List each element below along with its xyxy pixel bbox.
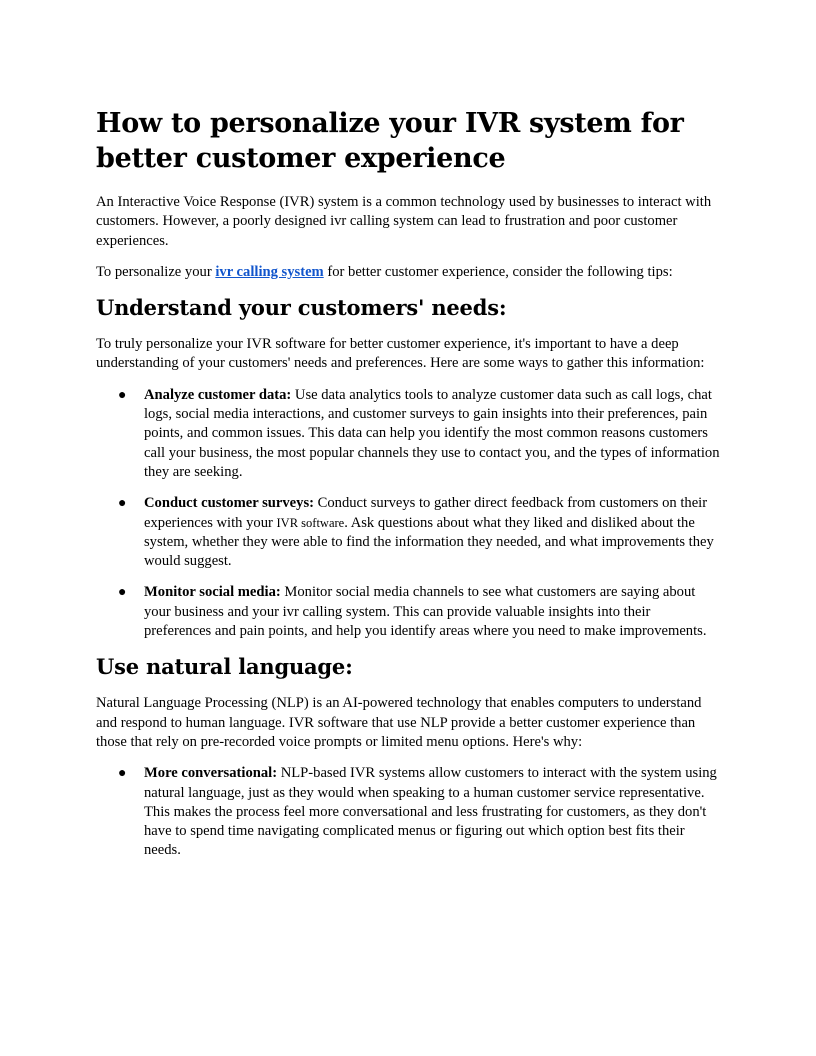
list-item-label: Conduct customer surveys: — [144, 495, 314, 512]
section-heading-natural-language: Use natural language: — [96, 654, 353, 680]
list-item-text: Use data analytics tools to analyze customer data such as call logs, chat logs, social media interactions, and customer surveys to gain insights into their preferences, pain points, and common issues. This data can help you identify the most common reasons customers call your business, the most popular channels they use to contact you, and the types of information they are seeking. — [144, 386, 720, 480]
list-item-text: Monitor social media channels to see what customers are saying about your business and your ivr calling system. This can provide valuable insights into their preferences and pain points, and help you identify areas where you need to make improvements. — [144, 584, 707, 640]
list-item — [96, 764, 720, 860]
list-item-label: More conversational: — [144, 765, 278, 782]
list-item — [96, 583, 720, 641]
list-item-text: . Ask questions about what they liked and disliked about the system, whether they were able to find the information they needed, and what improvements they would suggest. — [144, 514, 714, 570]
document-page — [96, 106, 720, 873]
list-item-text-small: IVR software — [276, 515, 345, 530]
section1-intro-paragraph: To truly personalize your IVR software for better customer experience, it's important to have a deep understanding of your customers' needs and preferences. Here are some ways to gather this information: — [96, 336, 705, 372]
bullet-icon: ● — [118, 585, 127, 601]
bullet-icon: ● — [118, 766, 127, 782]
section2-intro-paragraph: Natural Language Processing (NLP) is an AI-powered technology that enables computers to understand and respond to human language. IVR software that use NLP provide a better customer experience than those that rely on pre-recorded voice prompts or limited menu options. Here's why: — [96, 695, 702, 750]
section1-bullet-list — [96, 386, 720, 642]
tips-intro-paragraph — [96, 263, 720, 282]
ivr-calling-system-link[interactable]: ivr calling system — [215, 263, 324, 280]
bullet-icon: ● — [118, 387, 127, 403]
list-item — [96, 494, 720, 571]
tips-intro-after: for better customer experience, consider the following tips: — [323, 263, 673, 280]
intro-paragraph: An Interactive Voice Response (IVR) system is a common technology used by businesses to interact with customers. However, a poorly designed ivr calling system can lead to frustration and poor customer experiences. — [96, 194, 712, 249]
section2-bullet-list — [96, 764, 720, 860]
list-item-text: NLP-based IVR systems allow customers to interact with the system using natural language, just as they would when speaking to a human customer service representative. This makes the process feel more conversational and less frustrating for customers, as they don't have to spend time navigating complicated menus or figuring out which option best fits their needs. — [144, 765, 717, 859]
section-heading-understand-needs: Understand your customers' needs: — [96, 295, 507, 321]
list-item-label: Monitor social media: — [144, 584, 281, 601]
tips-intro-before: To personalize your — [96, 263, 216, 280]
list-item-text: Conduct surveys to gather direct feedback from customers on their experiences with your — [144, 495, 708, 531]
list-item — [96, 386, 720, 482]
bullet-icon: ● — [118, 496, 127, 512]
list-item-label: Analyze customer data: — [144, 386, 292, 403]
page-title: How to personalize your IVR system for better customer experience — [96, 108, 684, 174]
